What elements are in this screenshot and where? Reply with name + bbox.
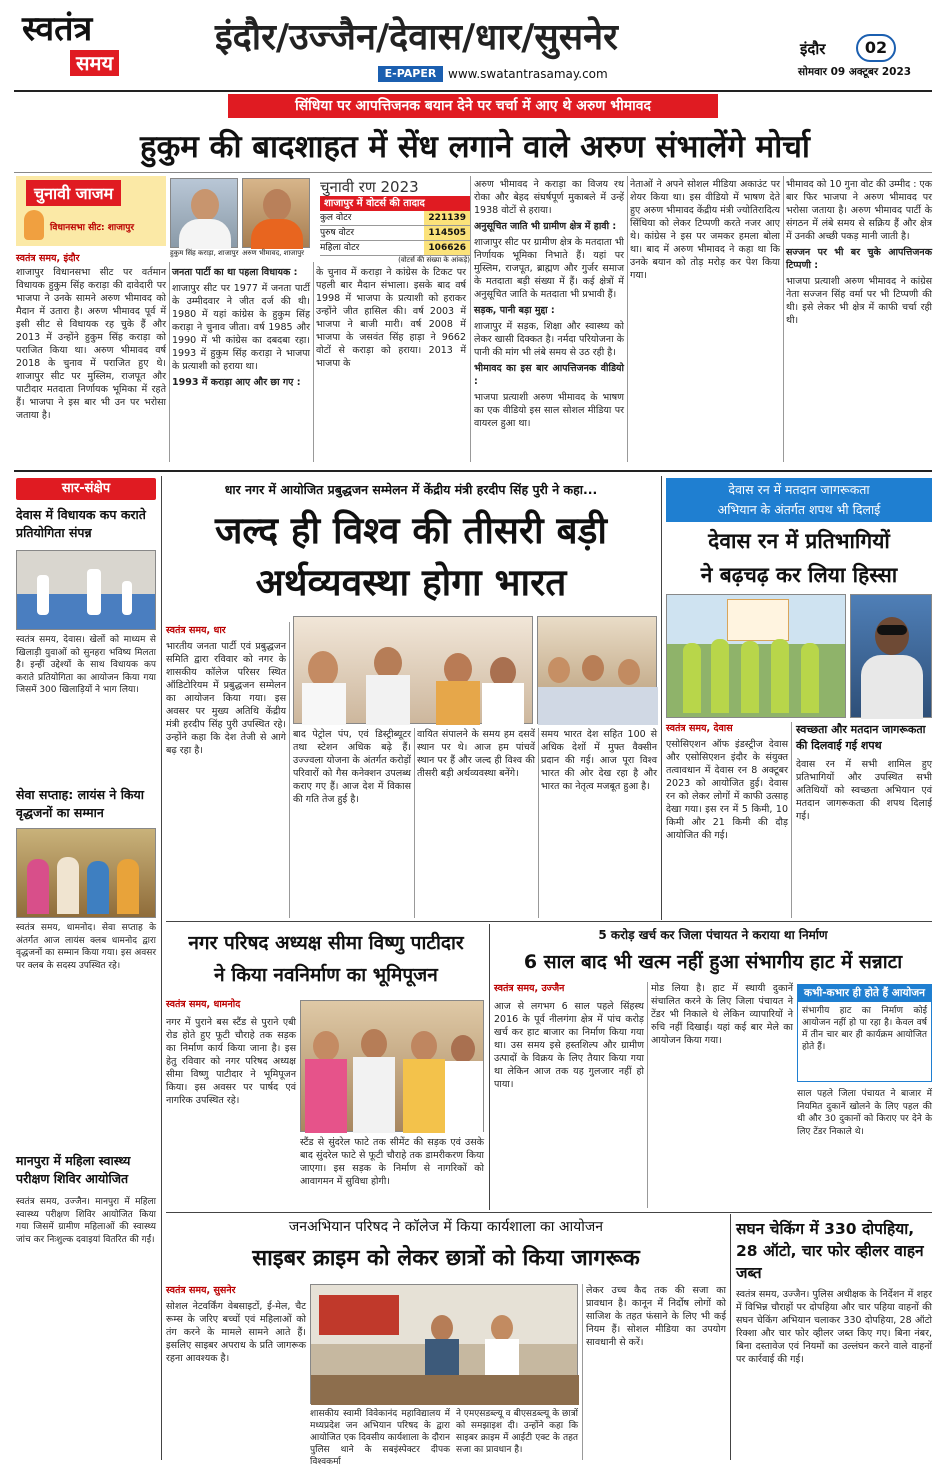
puri-headline-1: जल्द ही विश्व की तीसरी बड़ी — [214, 509, 608, 552]
lead-col4-body: अरुण भीमावद ने कराड़ा का विजय रथ रोका और बेहद संघर्षपूर्ण मुकाबले में उन्हें 1938 वोटों से हराया। — [474, 179, 624, 216]
photo-bhoomipujan — [300, 1000, 484, 1132]
seema-byline: स्वतंत्र समय, धामनोद — [166, 999, 241, 1010]
workshop-byline: स्वतंत्र समय, सुसनेर — [166, 1285, 236, 1296]
haat-col2: मोड लिया है। हाट में स्थायी दुकानें संचालित करने के लिए जिला पंचायत ने टेंडर भी निकाले थे लेकिन व्यापारियों ने रुचि नहीं दिखाई। यहां कई बार मेले का आयोजन किया गया। — [651, 983, 793, 1046]
dewas-byline: स्वतंत्र समय, देवास — [666, 723, 733, 734]
haat-box — [797, 984, 932, 1082]
puri-byline: स्वतंत्र समय, धार — [166, 625, 226, 636]
dewas-headline-2: ने बढ़चढ़ कर लिया हिस्सा — [700, 563, 898, 587]
dewas-side-head: स्वच्छता और मतदान जागरूकता की दिलवाई गई शपथ — [796, 723, 926, 752]
sar-text-3: स्वतंत्र समय, उज्जैन। मानपुरा में महिला स्वास्थ्य परीक्षण शिविर आयोजित किया गया जिसमें ग्रामीण महिलाओं की स्वास्थ्य जांच कर निःशुल्क दवाइयां वितरित की गईं। — [16, 1197, 156, 1245]
check-headline: सघन चेकिंग में 330 दोपहिया, 28 ऑटो, चार फोर व्हीलर वाहन जब्त — [736, 1220, 924, 1282]
chunavi-jajam-badge — [16, 176, 166, 246]
voter-box — [320, 178, 470, 264]
lead-headline: हुकुम की बादशाहत में सेंध लगाने वाले अरुण संभालेंगे मोर्चा — [140, 129, 810, 165]
dewas-side-body: देवास रन में सभी शामिल हुए प्रतिभागियों और उपस्थित सभी अतिथियों को स्वच्छता अभियान एवं मतदान जागरूकता की शपथ दिलाई गई। — [796, 759, 932, 822]
haat-box2: साल पहले जिला पंचायत ने बाजार में नियमित दुकानें खोलने के लिए पहल की थी और 30 दुकानों को किराए पर देने के लिए टेंडर निकाले थे। — [797, 1089, 932, 1137]
haat-col1: आज से लगभग 6 साल पहले सिंहस्थ 2016 के पूर्व नीलगंगा क्षेत्र में पांच करोड़ खर्च कर हाट बाजार का निर्माण किया गया था। उस समय इसे हस्तशिल्प और ग्रामीण उत्पादों के विक्रय के लिए तैयार किया गया था लेकिन आज तक यह गुलजार नहीं हो पाया। — [494, 1001, 644, 1090]
voter-row — [320, 226, 470, 241]
puri-headline-2: अर्थव्यवस्था होगा भारत — [255, 561, 567, 604]
haat-box-head: कभी-कभार ही होते हैं आयोजन — [798, 985, 931, 1002]
photo-arun-bhimavad — [242, 178, 310, 248]
voter-row-value: 114505 — [424, 226, 470, 240]
check-body: स्वतंत्र समय, उज्जैन। पुलिस अधीक्षक के निर्देशन में शहर में विभिन्न चौराहों पर दोपहिया और चार पहिया वाहनों की सघन चेकिंग अभियान चलाकर 330 दोपहिया, 28 ऑटो रिक्शा और चार फोर व्हीलर जब्त किए गए। बिना नंबर, बिना दस्तावेज एवं नियमों का उल्लंघन करने वाले वाहनों पर कार्रवाई की गई। — [736, 1289, 932, 1365]
photo-hukum-singh — [170, 178, 238, 248]
dewas-body: एसोसिएशन ऑफ इंडस्ट्रीज देवास और एसोसिएशन इंदौर के संयुक्त तत्वावधान में देवास रन 8 अक्टूबर 2023 को आयोजित हुई। देवास रन को लेकर लोगों में काफी उत्साह देखा गया। इस रन में 5 किमी, 10 किमी और 21 किमी की दौड़ आयोजित की गई। — [666, 739, 788, 841]
badge-title: चुनावी जाजम — [26, 180, 121, 206]
photo-dewas-run — [666, 594, 846, 718]
seema-col2: स्टैंड से सुंदरेल फाटे तक सीमेंट की सड़क एवं उसके बाद सुंदरेल फाटे से फूटी चौराहे तक डामरीकरण किया जाएगा। इस सड़क के निर्माण से नागरिकों को आवागमन में सुविधा होगी। — [300, 1137, 484, 1187]
caption-hukum: हुकुम सिंह कराड़ा, शाजापुर — [170, 249, 239, 257]
sar-headline-1: देवास में विधायक कप कराते प्रतियोगिता संपन्न — [16, 507, 146, 540]
lead-byline: स्वतंत्र समय, इंदौर — [16, 253, 80, 264]
photo-karate — [16, 550, 156, 630]
voter-row-label: पुरुष वोटर — [320, 228, 355, 238]
lead-col2-body: शाजापुर सीट पर 1977 में जनता पार्टी के उम्मीदवार ने जीत दर्ज की थी। 1980 में यहां कांग्रेस के हुकुम सिंह कराड़ा ने चुनाव जीता। वर्ष 1985 और 1990 में भी कांग्रेस का दबदबा रहा। 1993 में हुकुम सिंह कराड़ा ने भाजपा के प्रत्याशी को हराया था। — [172, 283, 310, 372]
haat-byline: स्वतंत्र समय, उज्जैन — [494, 983, 565, 994]
lead-col1: शाजापुर विधानसभा सीट पर वर्तमान विधायक हुकुम सिंह कराड़ा की दावेदारी पर भाजपा ने उनके सामने अरुण भीमावद को मैदान में उतारा है। अरुण भीमावद पूर्व में इसी सीट से विधायक रह चुके हैं और 2013 में उन्होंने हुकुम सिंह कराड़ा को पराजित किया था। अरुण भीमावद वर्ष 2018 के चुनाव में पराजित हुए थे। शाजापुर सीट पर मुस्लिम, राजपूत और पाटीदार मतदाता निर्णायक भूमिका में रहते हैं। भाजपा ने इस बार भी उन पर भरोसा जताया है। — [16, 267, 166, 421]
logo — [22, 10, 132, 82]
issue-date: सोमवार 09 अक्टूबर 2023 — [798, 66, 912, 78]
puri-col3: वायित संपालने के समय हम दसवें स्थान पर थे। आज हम पांचवें स्थान पर हैं और जल्द ही विश्व की तीसरी बड़ी अर्थव्यवस्था बनेंगे। — [417, 729, 535, 779]
lead-col4-b: शाजापुर सीट पर ग्रामीण क्षेत्र के मतदाता भी निर्णायक भूमिका निभाते हैं। यहां पर मुस्लिम, राजपूत, ब्राह्मण और गुर्जर समाज के मतदाता बड़ी संख्या में हैं। कई क्षेत्रों में अनुसूचित जाति के मतदाता भी प्रभावी हैं। — [474, 237, 624, 300]
dewas-kicker-1: देवास रन में मतदान जागरूकता — [728, 482, 870, 497]
dewas-kicker-2: अभियान के अंतर्गत शपथ भी दिलाई — [717, 502, 881, 517]
sar-text-1: स्वतंत्र समय, देवास। खेलों को माध्यम से खिलाड़ी युवाओं को सुनहरा भविष्य मिलता है। इन्हीं उद्देश्यों के साथ विधायक कप कराते प्रतियोगिता का आयोजन किया गया जिसमें 300 खिलाड़ियों ने भाग लिया। — [16, 635, 156, 695]
haat-box-body: संभागीय हाट का निर्माण कोई आयोजन नहीं हो पा रहा है। केवल वर्ष में तीन चार बार ही कार्यक्रम आयोजित होते हैं। — [802, 1006, 927, 1052]
badge-subtitle: विधानसभा सीट: शाजापुर — [50, 223, 135, 233]
lead-col6 — [786, 178, 932, 462]
caption-arun: अरुण भीमावद, शाजापुर — [242, 249, 305, 257]
seema-col1: नगर में पुराने बस स्टैंड से पुराने एबी रोड होते हुए फूटी चौराहे तक सड़क का निर्माण कार्य किया जाना है। इस हेतु रविवार को नगर परिषद अध्यक्ष सीमा विष्णु पाटीदार ने भूमिपूजन किया। इस अवसर पर पार्षद एवं नागरिक उपस्थित रहे। — [166, 1017, 296, 1106]
epaper-label: E-PAPER — [378, 66, 443, 82]
voter-row-value: 221139 — [424, 211, 470, 225]
haat-headline: 6 साल बाद भी खत्म नहीं हुआ संभागीय हाट में सन्नाटा — [523, 951, 903, 973]
website-link[interactable]: www.swatantrasamay.com — [448, 67, 608, 81]
photo-workshop — [310, 1284, 578, 1404]
lead-col6-body: भीमावद को 10 गुना वोट की उम्मीद : एक बार फिर भाजपा ने अरुण भीमावद पर भरोसा जताया है। अरुण भीमावद पार्टी के संगठन में लंबे समय से सक्रिय हैं और क्षेत्र में उनकी अच्छी पकड़ मानी जाती है। — [786, 179, 932, 242]
lead-col2-foot: 1993 में कराड़ा आए और छा गए : — [172, 377, 301, 388]
seema-headline-1: नगर परिषद अध्यक्ष सीमा विष्णु पाटीदार — [188, 932, 464, 954]
puri-kicker: धार नगर में आयोजित प्रबुद्धजन सम्मेलन में केंद्रीय मंत्री हरदीप सिंह पुरी ने कहा... — [224, 482, 598, 497]
logo-bottom: समय — [70, 50, 119, 76]
lead-col4-d: भाजपा प्रत्याशी अरुण भीमावद के भाषण का एक वीडियो इस साल सोशल मीडिया पर वायरल हुआ था। — [474, 392, 624, 429]
sar-headline-3: मानपुरा में महिला स्वास्थ्य परीक्षण शिविर आयोजित — [16, 1153, 131, 1186]
voter-note: (वोटर्स की संख्या के आंकड़े) — [398, 256, 470, 264]
sar-text-2: स्वतंत्र समय, धामनोद। सेवा सप्ताह के अंतर्गत आज लायंस क्लब धामनोद द्वारा वृद्धजनों का सम्मान किया गया। इस अवसर पर क्लब के सदस्य उपस्थित रहे। — [16, 923, 156, 971]
voter-row — [320, 211, 470, 226]
photo-lions-club — [16, 828, 156, 918]
dewas-headline-1: देवास रन में प्रतिभागियों — [708, 529, 890, 553]
lead-col4-c: शाजापुर में सड़क, शिक्षा और स्वास्थ्य को लेकर खासी दिक्कत है। नर्मदा परियोजना के पानी की मांग भी लंबे समय से उठ रही है। — [474, 321, 624, 358]
lead-col3: के चुनाव में कराड़ा ने कांग्रेस के टिकट पर पहली बार मैदान संभाला। इसके बाद वर्ष 1998 में भाजपा के प्रत्याशी को हराकर उन्होंने जीत हासिल की। वर्ष 2003 में भाजपा ने बाजी मारी। वर्ष 2008 में भाजपा के जसवंत सिंह हाड़ा ने 9662 वोटों से कराड़ा को हराया। 2013 में भाजपा के — [316, 267, 466, 369]
lead-col4-head1: अनुसूचित जाति भी ग्रामीण क्षेत्र में हावी : — [474, 221, 617, 232]
photo-puri-conference — [293, 616, 533, 724]
lead-col4-head2: सड़क, पानी बड़ा मुद्दा : — [474, 305, 555, 316]
voter-row-label: कुल वोटर — [320, 213, 352, 223]
rann-title: चुनावी रण 2023 — [320, 178, 419, 196]
workshop-headline: साइबर क्राइम को लेकर छात्रों को किया जागरूक — [252, 1246, 640, 1271]
lead-col2-head: जनता पार्टी का था पहला विधायक : — [172, 267, 298, 278]
edition-cities: इंदौर/उज्जैन/देवास/धार/सुसनेर — [215, 17, 618, 58]
dewas-kicker — [666, 478, 932, 522]
workshop-col1: सोशल नेटवर्किंग वेबसाइटों, ई-मेल, चैट रूम्स के जरिए बच्चों एवं महिलाओं को तंग करने के मामले सामने आते हैं। इसलिए साइबर अपराध के प्रति जागरूक रहना आवश्यक है। — [166, 1301, 306, 1364]
voter-row-label: महिला वोटर — [320, 243, 360, 253]
page-number: 02 — [856, 34, 896, 62]
rann-subtitle: शाजापुर में वोटर्स की तादाद — [320, 196, 470, 211]
workshop-photo-caption: शासकीय स्वामी विवेकानंद महाविद्यालय में मध्यप्रदेश जन अभियान परिषद के द्वारा आयोजित एक दिवसीय कार्यशाला के दौरान पुलिस थाने के सबइंस्पेक्टर दीपक विश्वकर्मा — [310, 1409, 450, 1467]
puri-col2: बाद पेट्रोल पंप, एवं डिस्ट्रीब्यूटर तथा स्टेशन अधिक बढ़े हैं। उज्ज्वला योजना के अंतर्गत करोड़ों परिवारों को गैस कनेक्शन उपलब्ध कराए गए हैं। आज देश में विकास की गति तेज हुई है। — [293, 729, 411, 805]
lead-col2 — [172, 266, 310, 462]
sar-headline-2: सेवा सप्ताह: लायंस ने किया वृद्धजनों का सम्मान — [16, 787, 145, 820]
photo-dewas-runner — [850, 594, 932, 718]
voter-row — [320, 241, 470, 256]
voter-row-value: 106626 — [424, 241, 470, 255]
cartoon-icon — [24, 210, 44, 240]
lead-kicker: सिंधिया पर आपत्तिजनक बयान देने पर चर्चा में आए थे अरुण भीमावद — [228, 94, 718, 118]
workshop-col2: ने एमएसडब्ल्यू व बीएसडब्ल्यू के छात्रों को समझाइश दी। उन्होंने कहा कि साइबर क्राइम में आईटी एक्ट के तहत सजा का प्रावधान है। — [456, 1409, 578, 1455]
edition-city: इंदौर — [800, 40, 826, 58]
photo-puri-audience — [537, 616, 657, 724]
seema-headline-2: ने किया नवनिर्माण का भूमिपूजन — [214, 964, 438, 986]
voter-table — [320, 211, 470, 256]
lead-col5: नेताओं ने अपने सोशल मीडिया अकाउंट पर शेयर किया था। इस वीडियो में भाषण देते हुए अरुण भीमावद केंद्रीय मंत्री ज्योतिरादित्य सिंधिया को लेकर टिप्पणी करते नजर आए थे। कांग्रेस ने इस पर जमकर हमला बोला था। बाद में अरुण भीमावद ने कहा था कि उनके बयान को तोड़ मरोड़ कर पेश किया गया। — [630, 179, 780, 281]
lead-col6-b: भाजपा प्रत्याशी अरुण भीमावद ने कांग्रेस नेता सज्जन सिंह वर्मा पर भी टिप्पणी की थी। इसे लेकर भी क्षेत्र में काफी चर्चा रही थी। — [786, 276, 932, 326]
haat-kicker: 5 करोड़ खर्च कर जिला पंचायत ने कराया था निर्माण — [598, 928, 828, 942]
workshop-col3: लेकर उच्च कैद तक की सजा का प्रावधान है। कानून में निर्दोष लोगों को साजिश के तहत फंसाने के लिए भी कई नियम हैं। सोशल मीडिया का उपयोग सावधानी से करें। — [586, 1285, 726, 1348]
lead-col6-head: सज्जन पर भी बर चुके आपत्तिजनक टिप्पणी : — [786, 247, 932, 271]
puri-col1: भारतीय जनता पार्टी एवं प्रबुद्धजन समिति द्वारा रविवार को नगर के शासकीय कॉलेज परिसर स्थित ऑडिटोरियम में प्रबुद्धजन सम्मेलन का आयोजन किया गया। इस अवसर पर मुख्य अतिथि केंद्रीय मंत्री हरदीप सिंह पुरी उपस्थित रहे। उन्होंने कहा कि देश तेजी से आगे बढ़ रहा है। — [166, 641, 286, 756]
puri-col4: समय भारत देश सहित 100 से अधिक देशों में मुफ्त वैक्सीन प्रदान की गई। आज पूरा विश्व भारत की ओर देख रहा है और भारत का नेतृत्व मजबूत हुआ है। — [541, 729, 657, 792]
workshop-kicker: जनअभियान परिषद ने कॉलेज में किया कार्यशाला का आयोजन — [288, 1219, 604, 1235]
lead-col4-head3: भीमावद का इस बार आपत्तिजनक वीडियो : — [474, 363, 624, 387]
masthead — [0, 0, 945, 92]
sar-label: सार-संक्षेप — [16, 478, 156, 500]
lead-col4 — [474, 178, 624, 462]
logo-top: स्वतंत्र — [22, 9, 93, 49]
